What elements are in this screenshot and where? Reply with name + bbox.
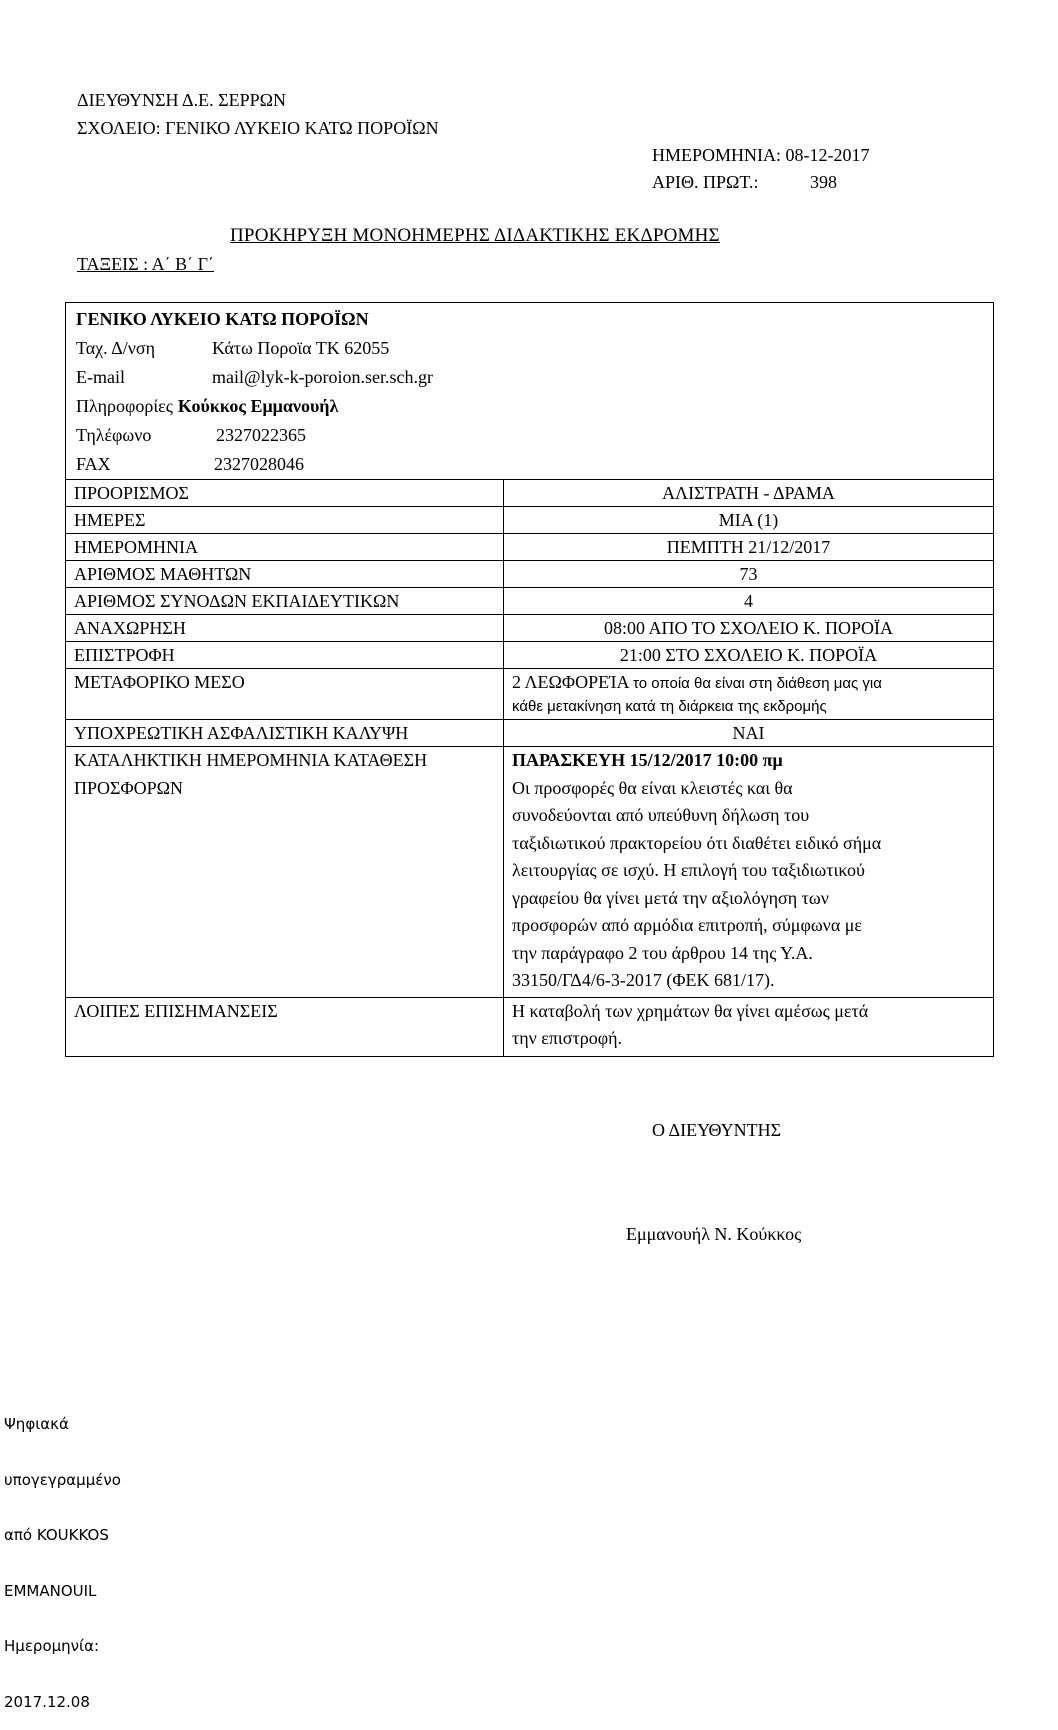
digital-signature-stamp: [4, 1378, 121, 1730]
digital-signature-line: Ημερομηνία:: [4, 1637, 100, 1655]
digital-signature-line: 2017.12.08: [4, 1692, 90, 1711]
row-label: ΕΠΙΣΤΡΟΦΗ: [66, 642, 504, 669]
email-value: mail@lyk-k-poroion.ser.sch.gr: [212, 367, 434, 387]
protocol-label: ΑΡΙΘ. ΠΡΩΤ.:: [652, 172, 759, 192]
phone-line: [76, 421, 983, 450]
other-notes-label: ΛΟΙΠΕΣ ΕΠΙΣΗΜΑΝΣΕΙΣ: [66, 997, 504, 1056]
other-notes-row: [66, 997, 994, 1056]
school-name: ΓΕΝΙΚΟ ΛΥΚΕΙΟ ΚΑΤΩ ΠΟΡΟΪΩΝ: [76, 309, 369, 329]
table-row: [66, 480, 994, 507]
insurance-label: ΥΠΟΧΡΕΩΤΙΚΗ ΑΣΦΑΛΙΣΤΙΚΗ ΚΑΛΥΨΗ: [66, 720, 504, 747]
row-label: ΑΝΑΧΩΡΗΣΗ: [66, 615, 504, 642]
fax-label: FAX: [76, 454, 111, 474]
document-title: ΠΡΟΚΗΡΥΞΗ ΜΟΝΟΗΜΕΡΗΣ ΔΙΔΑΚΤΙΚΗΣ ΕΚΔΡΟΜΗΣ: [230, 225, 720, 246]
deadline-text-line: ταξιδιωτικού πρακτορείου ότι διαθέτει ειδικό σήμα: [512, 832, 882, 853]
table-row: [66, 588, 994, 615]
address-label: Ταχ. Δ/νση: [76, 338, 156, 358]
directorate-text: ΔΙΕΥΘΥΝΣΗ Δ.Ε. ΣΕΡΡΩΝ: [77, 90, 286, 110]
deadline-date: ΠΑΡΑΣΚΕΥΗ 15/12/2017 10:00 πμ: [512, 750, 783, 770]
transport-label: ΜΕΤΑΦΟΡΙΚΟ ΜΕΣΟ: [66, 669, 504, 720]
deadline-text-line: 33150/ΓΔ4/6-3-2017 (ΦΕΚ 681/17).: [512, 970, 775, 990]
info-label: Πληροφορίες: [76, 396, 173, 416]
transport-value: [504, 669, 994, 720]
row-value: 4: [504, 588, 994, 615]
deadline-label-line1: ΚΑΤΑΛΗΚΤΙΚΗ ΗΜΕΡΟΜΗΝΙΑ ΚΑΤΑΘΕΣΗ: [74, 750, 428, 770]
deadline-value: [504, 747, 994, 998]
row-value: 73: [504, 561, 994, 588]
fax-value: 2327028046: [214, 454, 304, 474]
insurance-value: ΝΑΙ: [504, 720, 994, 747]
row-label: ΗΜΕΡΕΣ: [66, 507, 504, 534]
deadline-label: [66, 747, 504, 998]
director-title: Ο ΔΙΕΥΘΥΝΤΗΣ: [652, 1120, 782, 1140]
deadline-label-line2: ΠΡΟΣΦΟΡΩΝ: [74, 777, 184, 798]
deadline-text-line: Οι προσφορές θα είναι κλειστές και θα: [512, 777, 793, 798]
phone-value: 2327022365: [216, 425, 306, 445]
email-line: [76, 363, 983, 392]
deadline-text-line: λειτουργίας σε ισχύ. Η επιλογή του ταξιδιωτικού: [512, 860, 865, 880]
table-row: [66, 507, 994, 534]
deadline-text-line: συνοδεύονται από υπεύθυνη δήλωση του: [512, 805, 810, 825]
row-label: ΑΡΙΘΜΟΣ ΜΑΘΗΤΩΝ: [66, 561, 504, 588]
address-value: Κάτω Ποροϊα ΤΚ 62055: [212, 338, 390, 358]
insurance-row: [66, 720, 994, 747]
table-row: [66, 642, 994, 669]
address-line: [76, 334, 983, 363]
transport-value-main: 2 ΛΕΩΦΟΡΕΊΑ: [512, 672, 629, 692]
classes-text: ΤΑΞΕΙΣ : Α΄ Β΄ Γ΄: [77, 254, 214, 274]
other-notes-line: Η καταβολή των χρημάτων θα γίνει αμέσως μετά: [512, 1000, 869, 1021]
row-value: 08:00 ΑΠΟ ΤΟ ΣΧΟΛΕΙΟ Κ. ΠΟΡΟΪΑ: [504, 615, 994, 642]
row-value: 21:00 ΣΤΟ ΣΧΟΛΕΙΟ Κ. ΠΟΡΟΪΑ: [504, 642, 994, 669]
table-row: [66, 615, 994, 642]
transport-value-rest: το οποία θα είναι στη διάθεση μας για: [633, 675, 882, 692]
protocol-number: 398: [810, 172, 837, 192]
transport-row: [66, 669, 994, 720]
table-row: [66, 561, 994, 588]
row-label: ΗΜΕΡΟΜΗΝΙΑ: [66, 534, 504, 561]
digital-signature-line: από KOUKKOS: [4, 1526, 109, 1544]
school-info-cell: [66, 303, 994, 480]
table-row: [66, 534, 994, 561]
school-info-row: [66, 303, 994, 480]
info-person: Κούκκος Εμμανουήλ: [177, 396, 339, 416]
email-label: E-mail: [76, 367, 125, 387]
director-name: Εμμανουήλ Ν. Κούκκος: [626, 1224, 802, 1244]
deadline-row: [66, 747, 994, 998]
other-notes-line: την επιστροφή.: [512, 1028, 622, 1048]
fax-line: [76, 450, 983, 479]
row-label: ΠΡΟΟΡΙΣΜΟΣ: [66, 480, 504, 507]
excursion-table: [65, 302, 994, 1057]
row-value: ΑΛΙΣΤΡΑΤΗ - ΔΡΑΜΑ: [504, 480, 994, 507]
deadline-text-line: προσφορών από αρμόδια επιτροπή, σύμφωνα με: [512, 915, 862, 935]
deadline-text-line: γραφείου θα γίνει μετά την αξιολόγηση των: [512, 887, 829, 908]
info-line: [76, 392, 983, 421]
deadline-text-line: την παράγραφο 2 του άρθρου 14 της Υ.Α.: [512, 942, 813, 963]
digital-signature-line: υπογεγραμμένο: [4, 1470, 121, 1489]
row-value: ΠΕΜΠΤΗ 21/12/2017: [504, 534, 994, 561]
row-value: ΜΙΑ (1): [504, 507, 994, 534]
school-text: ΣΧΟΛΕΙΟ: ΓΕΝΙΚΟ ΛΥΚΕΙΟ ΚΑΤΩ ΠΟΡΟΪΩΝ: [77, 118, 439, 138]
digital-signature-line: Ψηφιακά: [4, 1415, 69, 1433]
transport-value-line2: κάθε μετακίνηση κατά τη διάρκεια της εκδρομής: [512, 698, 827, 715]
digital-signature-line: EMMANOUIL: [4, 1581, 97, 1600]
document-date: ΗΜΕΡΟΜΗΝΙΑ: 08-12-2017: [652, 145, 870, 165]
other-notes-value: [504, 997, 994, 1056]
phone-label: Τηλέφωνο: [76, 425, 152, 445]
row-label: ΑΡΙΘΜΟΣ ΣΥΝΟΔΩΝ ΕΚΠΑΙΔΕΥΤΙΚΩΝ: [66, 588, 504, 615]
